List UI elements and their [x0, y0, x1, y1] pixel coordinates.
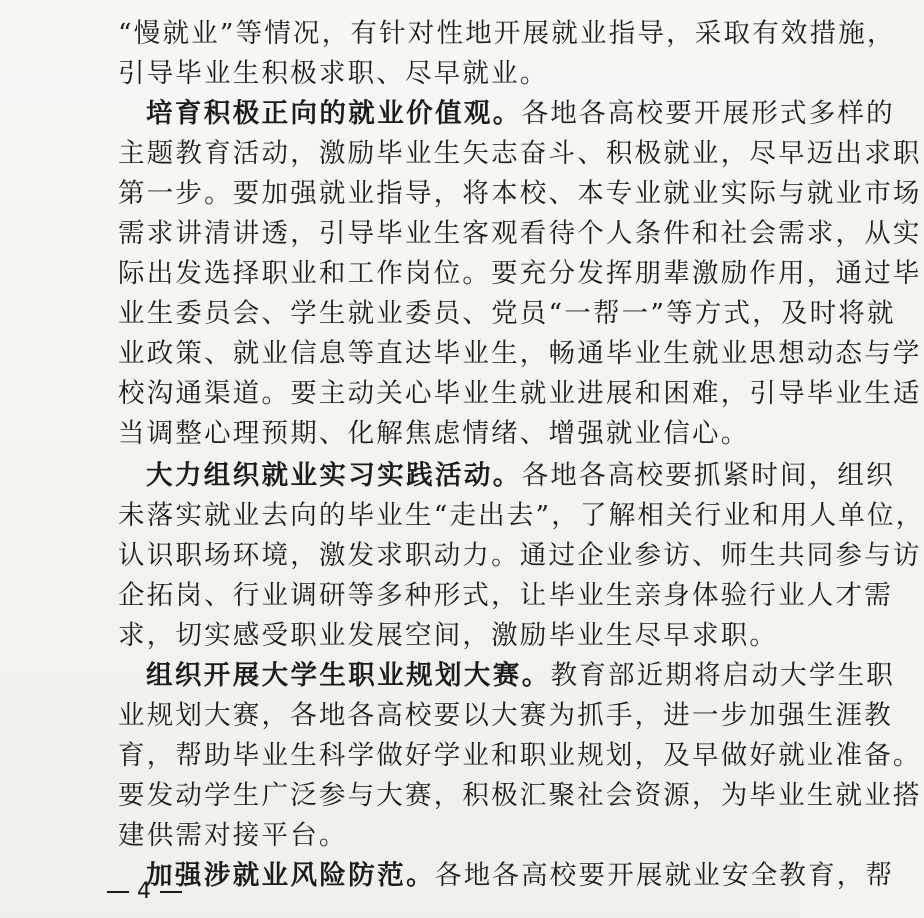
paragraph-heading-line: [146, 856, 895, 896]
paragraph-title: 大力组织就业实习实践活动。: [146, 460, 522, 491]
text-line: 第一步。要加强就业指导，将本校、本专业就业实际与就业市场: [118, 178, 922, 209]
text-line: 育，帮助毕业生科学做好学业和职业规划，及早做好就业准备。: [118, 740, 922, 771]
paragraph-lead-text: 各地各高校要开展就业安全教育，帮: [435, 860, 895, 891]
text-line: 际出发选择职业和工作岗位。要充分发挥朋辈激励作用，通过毕: [118, 258, 922, 289]
paragraph-title: 加强涉就业风险防范。: [146, 860, 435, 891]
text-line: 业生委员会、学生就业委员、党员“一帮一”等方式，及时将就: [118, 298, 896, 329]
text-line: “慢就业”等情况，有针对性地开展就业指导，采取有效措施，: [118, 18, 896, 49]
footer-dash-left: [107, 891, 129, 893]
paragraph-heading-line: [146, 656, 896, 696]
text-line: 业政策、就业信息等直达毕业生，畅通毕业生就业思想动态与学: [118, 338, 922, 369]
paragraph-lead-text: 各地各高校要抓紧时间，组织: [521, 460, 895, 491]
text-line: 建供需对接平台。: [118, 820, 348, 851]
paragraph-title: 组织开展大学生职业规划大赛。: [146, 660, 551, 691]
paragraph-title: 培育积极正向的就业价值观。: [146, 98, 522, 129]
text-line: 校沟通渠道。要主动关心毕业生就业进展和困难，引导毕业生适: [118, 378, 922, 409]
text-line: 引导毕业生积极求职、尽早就业。: [118, 58, 549, 89]
text-line: 业规划大赛，各地各高校要以大赛为抓手，进一步加强生涯教: [118, 700, 893, 731]
text-line: 需求讲清讲透，引导毕业生客观看待个人条件和社会需求，从实: [118, 218, 922, 249]
paragraph-heading-line: [146, 456, 895, 496]
paragraph-lead-text: 各地各高校要开展形式多样的: [521, 98, 895, 129]
text-line: 主题教育活动，激励毕业生矢志奋斗、积极就业，尽早迈出求职: [118, 138, 922, 169]
text-line: 企拓岗、行业调研等多种形式，让毕业生亲身体验行业人才需: [118, 580, 893, 611]
text-line: 当调整心理预期、化解焦虑情绪、增强就业信心。: [118, 418, 750, 449]
paragraph-heading-line: [146, 94, 895, 134]
page-number: 4: [137, 879, 152, 904]
text-line: 要发动学生广泛参与大赛，积极汇聚社会资源，为毕业生就业搭: [118, 780, 922, 811]
paragraph-lead-text: 教育部近期将启动大学生职: [550, 660, 896, 691]
text-line: 认识职场环境，激发求职动力。通过企业参访、师生共同参与访: [118, 540, 922, 571]
footer-dash-right: [160, 891, 182, 893]
text-line: 未落实就业去向的毕业生“走出去”，了解相关行业和用人单位，: [118, 500, 924, 531]
text-line: 求，切实感受职业发展空间，激励毕业生尽早求职。: [118, 620, 779, 651]
page-number-footer: [107, 877, 182, 907]
